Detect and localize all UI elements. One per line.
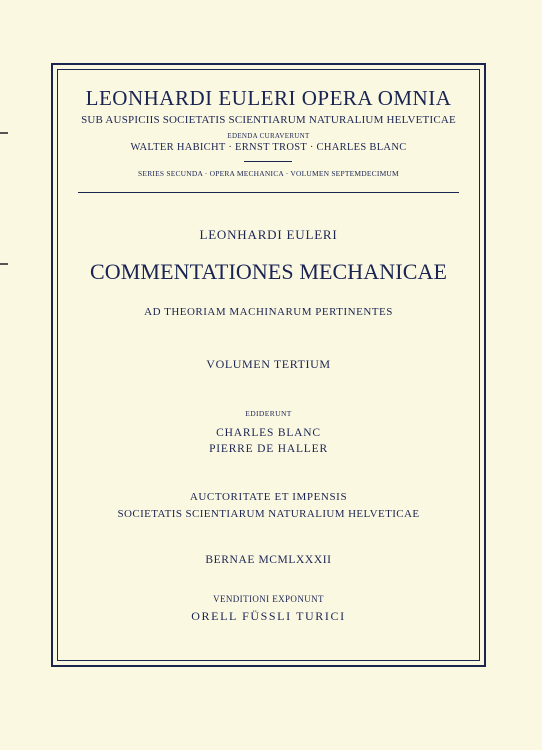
venditioni-line: VENDITIONI EXPONUNT (213, 594, 324, 604)
series-title: LEONHARDI EULERI OPERA OMNIA (85, 86, 452, 110)
society-line: SOCIETATIS SCIENTIARUM NATURALIUM HELVETICAE (117, 508, 420, 520)
volume-subtitle: AD THEORIAM MACHINARUM PERTINENTES (144, 306, 393, 318)
series-subtitle: SUB AUSPICIIS SOCIETATIS SCIENTIARUM NATURALIUM HELVETICAE (81, 114, 456, 126)
ediderunt-label: EDIDERUNT (245, 409, 292, 418)
edenda-label: EDENDA CURAVERUNT (227, 132, 310, 140)
series-line: SERIES SECUNDA · OPERA MECHANICA · VOLUMEN SEPTEMDECIMUM (138, 169, 399, 178)
scan-edge-mark-top (0, 132, 8, 134)
auctoritate-line: AUCTORITATE ET IMPENSIS (189, 491, 348, 503)
short-divider (244, 161, 292, 162)
scan-edge-mark-bottom (0, 263, 8, 265)
place-year: BERNAE MCMLXXXII (205, 554, 332, 566)
header-divider (78, 192, 459, 193)
editor-1: CHARLES BLANC (216, 427, 321, 439)
publisher-line: ORELL FÜSSLI TURICI (191, 609, 346, 623)
volume-title: COMMENTATIONES MECHANICAE (89, 259, 447, 284)
series-editors: WALTER HABICHT · ERNST TROST · CHARLES BLANC (130, 142, 407, 153)
volume-label: VOLUMEN TERTIUM (206, 357, 331, 371)
author-name: LEONHARDI EULERI (199, 227, 338, 242)
editor-2: PIERRE DE HALLER (209, 443, 328, 455)
